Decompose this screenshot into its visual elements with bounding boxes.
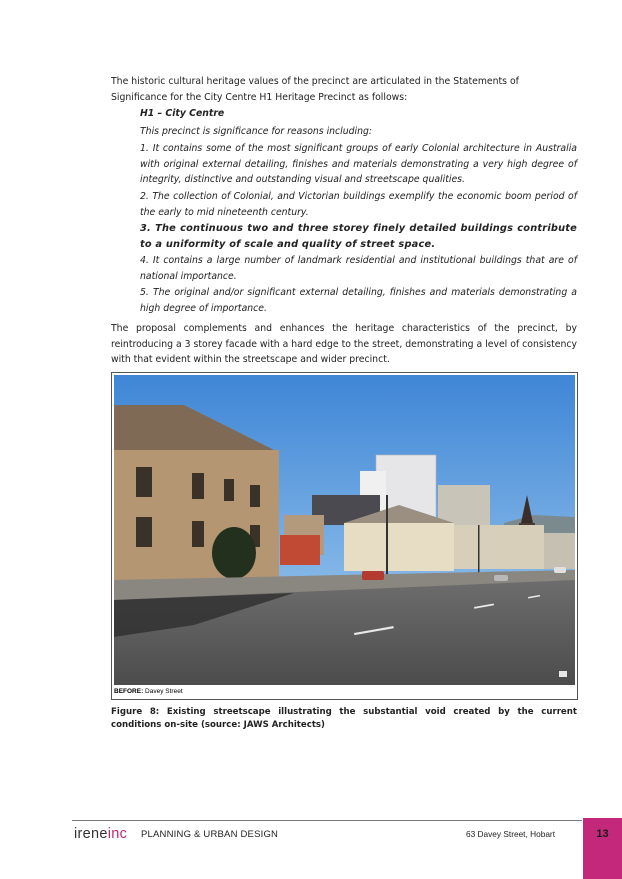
proposal-paragraph: The proposal complements and enhances the heritage characteristics of the precinct, by reintroducing a 3 storey facade with a hard edge to the street, demonstrating a level of consistency with that evident within the streetscape and wider precinct. [111, 323, 577, 366]
streetscape-photo [114, 375, 575, 685]
figure-caption: Figure 8: Existing streetscape illustrating the substantial void created by the current conditions on-site (source: JAWS Architects) [111, 707, 577, 730]
page-number: 13 [596, 828, 609, 840]
company-logo [74, 826, 127, 842]
statement-item-2: 2. The collection of Colonial, and Victorian buildings exemplify the economic boom period of the early to mid nineteenth century. [140, 191, 577, 218]
statement-item-1: 1. It contains some of the most significant groups of early Colonial architecture in Australia with original external detailing, finishes and materials demonstrating a very high degree of integrity, distinctive and outstanding visual and streetscape qualities. [140, 143, 577, 186]
statement-subheading: This precinct is significance for reasons including: [140, 126, 373, 137]
footer-tagline: PLANNING & URBAN DESIGN [141, 829, 279, 840]
photo-caption [114, 688, 183, 695]
footer-divider [72, 820, 582, 821]
streetscape-photo-frame [111, 372, 578, 700]
statement-item-3: 3. The continuous two and three storey finely detailed buildings contribute to a uniformity of scale and quality of street space. [140, 223, 577, 250]
footer-address: 63 Davey Street, Hobart [466, 829, 556, 839]
statement-item-5: 5. The original and/or significant external detailing, finishes and materials demonstrating a high degree of importance. [140, 287, 577, 314]
logo-part-inc: inc [107, 826, 128, 842]
statement-heading: H1 – City Centre [140, 108, 225, 119]
statement-item-4: 4. It contains a large number of landmark residential and institutional buildings that are of national importance. [140, 255, 577, 282]
page-number-box [583, 818, 622, 879]
photo-caption-label: BEFORE: [114, 688, 144, 695]
intro-paragraph: The historic cultural heritage values of the precinct are articulated in the Statements of Significance for the City Centre H1 Heritage Precinct as follows: [111, 76, 519, 103]
photo-caption-text: Davey Street [143, 688, 183, 695]
logo-part-irene: irene [74, 826, 108, 842]
